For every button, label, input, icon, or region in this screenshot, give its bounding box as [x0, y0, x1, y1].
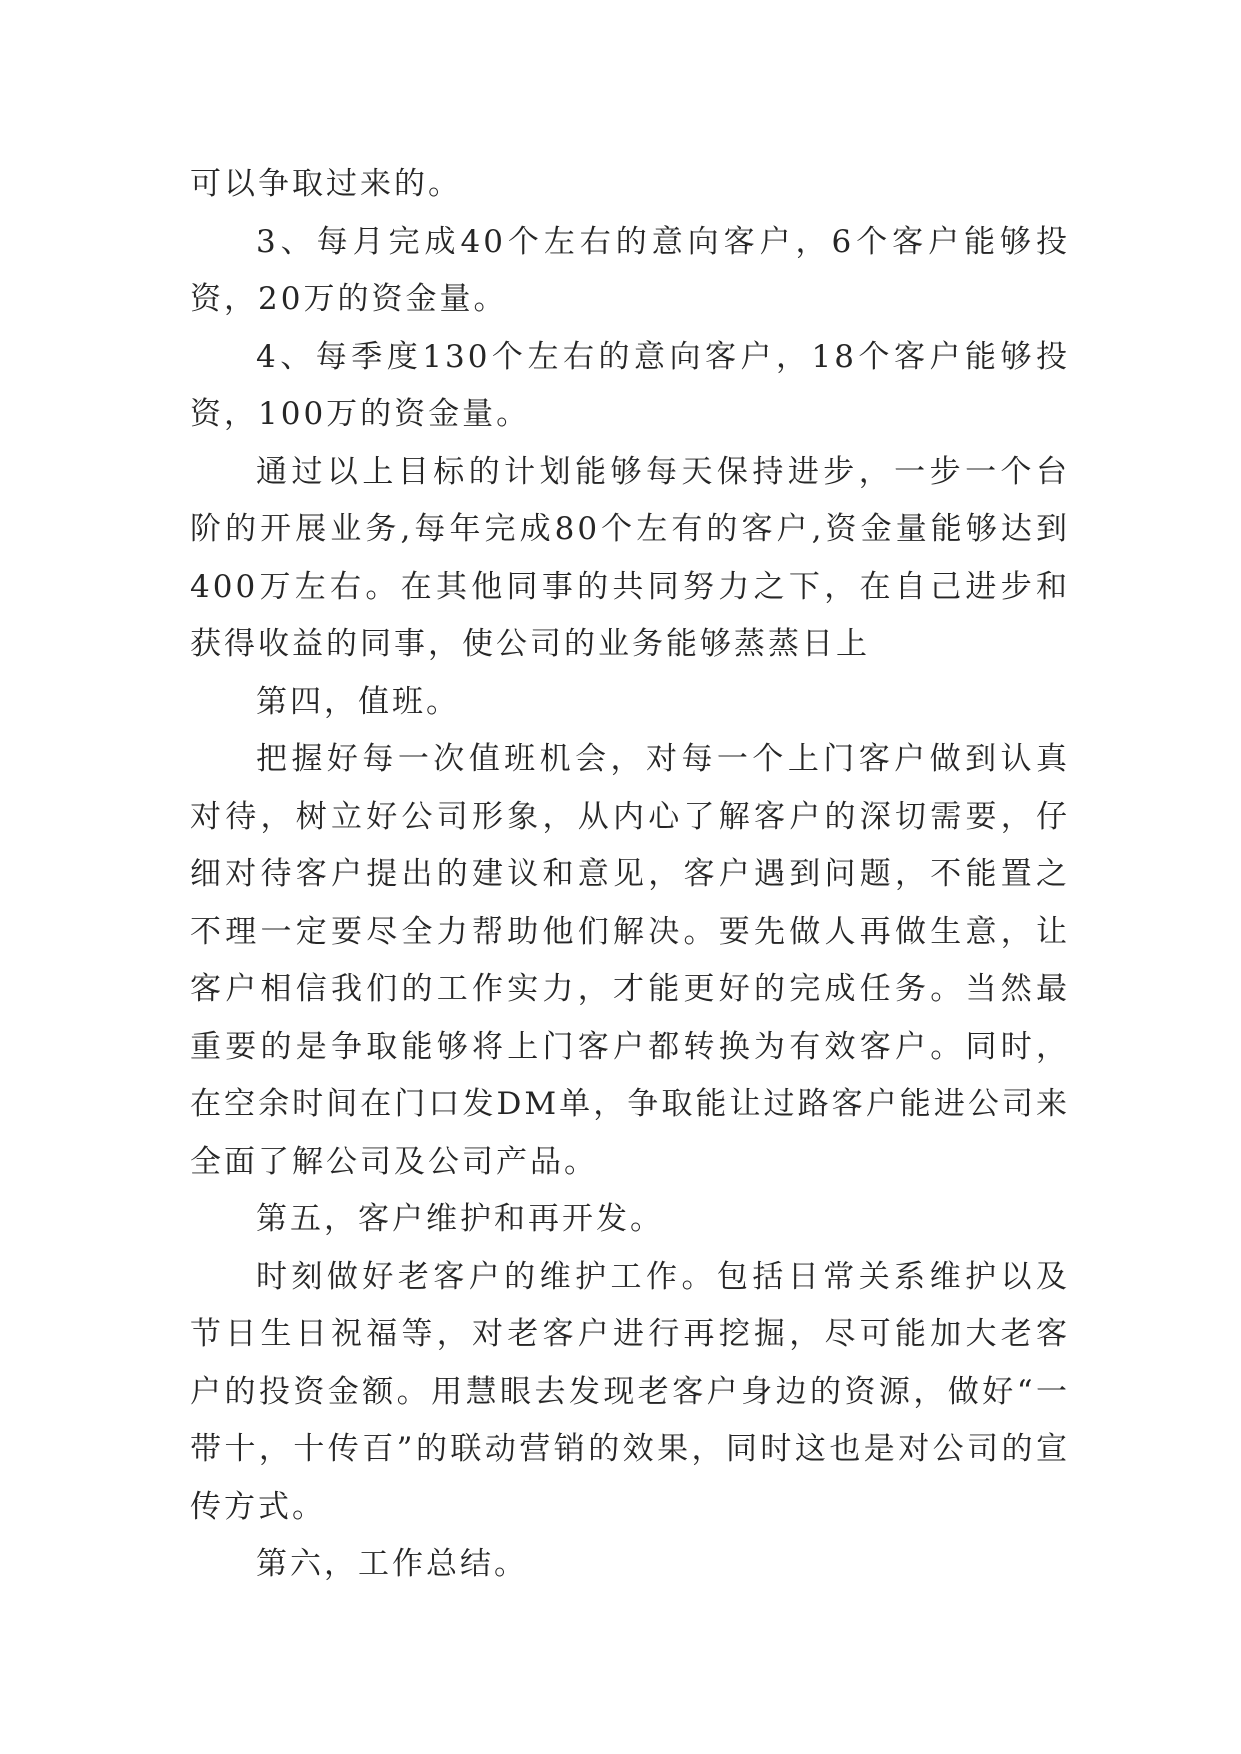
- section-heading-duty: 第四，值班。: [256, 683, 460, 720]
- paragraph-client-maintenance: 时刻做好老客户的维护工作。包括日常关系维护以及节日生日祝福等，对老客户进行再挖掘，尽可能加大老客户的投资金额。用慧眼去发现老客户身边的资源，做好“一带十，十传百”的联动营销的效果，同时这也是对公司的宣传方式。: [190, 1258, 1070, 1525]
- document-body: [190, 156, 1070, 1594]
- section-heading-client-maintenance: 第五，客户维护和再开发。: [256, 1201, 664, 1237]
- section-heading-work-summary: 第六，工作总结。: [256, 1546, 528, 1582]
- paragraph-continuation: 可以争取过来的。: [190, 166, 462, 202]
- paragraph-duty: 把握好每一次值班机会，对每一个上门客户做到认真对待，树立好公司形象，从内心了解客户的深切需要，仔细对待客户提出的建议和意见，客户遇到问题，不能置之不理一定要尽全力帮助他们解决。要先做人再做生意，让客户相信我们的工作实力，才能更好的完成任务。当然最重要的是争取能够将上门客户都转换为有效客户。同时，在空余时间在门口发DM单，争取能让过路客户能进公司来全面了解公司及公司产品。: [190, 741, 1070, 1180]
- paragraph-quarterly-goal: 4、每季度130个左右的意向客户，18个客户能够投资，100万的资金量。: [190, 338, 1070, 432]
- paragraph-monthly-goal: 3、每月完成40个左右的意向客户，6个客户能够投资，20万的资金量。: [190, 223, 1070, 317]
- paragraph-yearly-plan: 通过以上目标的计划能够每天保持进步，一步一个台阶的开展业务,每年完成80个左有的客户,资金量能够达到400万左右。在其他同事的共同努力之下，在自己进步和获得收益的同事，使公司的业务能够蒸蒸日上: [190, 453, 1070, 662]
